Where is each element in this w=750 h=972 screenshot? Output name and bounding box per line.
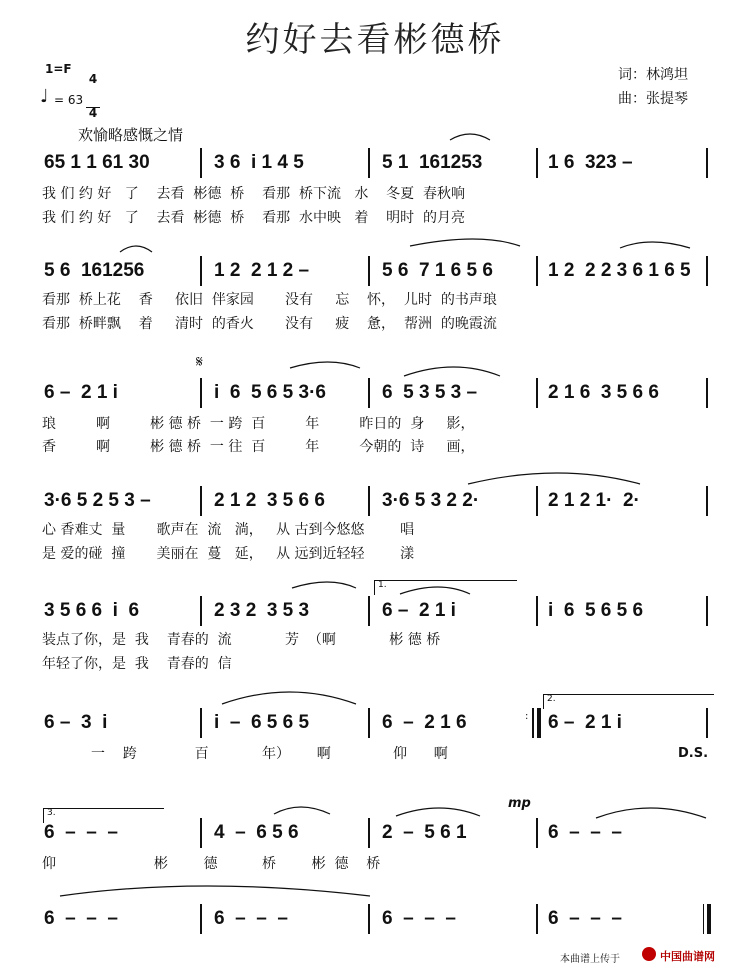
barline [368, 148, 370, 178]
site-name[interactable]: 中国曲谱网 [660, 950, 715, 963]
slur [222, 692, 356, 704]
volta-bracket: 1. [374, 580, 517, 595]
barline [200, 378, 202, 408]
measure-notes: 2 1 2 3 5 6 6 [214, 490, 325, 511]
measure-notes: i 6 5 6 5 6 [548, 600, 644, 621]
barline [536, 256, 538, 286]
time-sig-top: 4 [88, 72, 98, 86]
slur [60, 886, 370, 896]
lyric-line-1: 看那 桥上花 香 依旧 伴家园 没有 忘 怀， 儿时 的书声琅 [42, 292, 497, 308]
measure-notes: 6 5 3 5 3 – [382, 382, 478, 403]
barline [200, 486, 202, 516]
slur [620, 242, 690, 248]
slur [274, 807, 330, 814]
barline [200, 596, 202, 626]
barline [706, 596, 708, 626]
slur [596, 808, 706, 818]
barline [536, 148, 538, 178]
dynamic-marking: mp [508, 796, 531, 811]
barline [200, 708, 202, 738]
measure-notes: 6 – – – [44, 908, 118, 929]
measure-notes: 6 – 2 1 i [382, 600, 456, 621]
lyric-line-1: 仰 彬 德 桥 彬 德 桥 [42, 856, 381, 872]
barline [706, 148, 708, 178]
lyric-line-1: 琅 啊 彬 德 桥 一 跨 百 年 昨日的 身 影， [42, 416, 475, 432]
measure-notes: 6 – 2 1 6 [382, 712, 467, 733]
measure-notes: 65 1 1 61 30 [44, 152, 150, 173]
lyric-line-2: 看那 桥畔飘 着 清时 的香火 没有 疲 惫， 帮洲 的晚霞流 [42, 316, 497, 332]
slur [404, 367, 500, 376]
measure-notes: 2 1 2 1· 2· [548, 490, 640, 511]
slur [468, 473, 640, 484]
composer-credit: 曲：张提琴 [618, 91, 688, 107]
lyric-line-1: 一 跨 百 年） 啊 仰 啊 [42, 746, 448, 762]
lyricist-credit: 词：林鸿坦 [618, 67, 688, 83]
repeat-barline-thick [537, 708, 541, 738]
measure-notes: 4 – 6 5 6 [214, 822, 299, 843]
barline [536, 818, 538, 848]
barline [706, 708, 708, 738]
slur [290, 362, 360, 368]
expression-marking: 欢愉略感慨之情 [78, 126, 184, 144]
volta-bracket: 3. [43, 808, 164, 823]
measure-notes: 6 – 2 1 i [548, 712, 622, 733]
lyric-line-2: 是 爱的碰 撞 美丽在 蔓 延， 从 远到近轻轻 漾 [42, 546, 415, 562]
measure-notes: 5 6 7 1 6 5 6 [382, 260, 493, 281]
volta-bracket: 2. [543, 694, 714, 709]
barline [368, 486, 370, 516]
barline [368, 708, 370, 738]
lyric-line-2: 香 啊 彬 德 桥 一 往 百 年 今朝的 诗 画， [42, 439, 475, 455]
measure-notes: i – 6 5 6 5 [214, 712, 310, 733]
segno-icon: 𝄋 [196, 352, 203, 371]
slur [120, 246, 152, 252]
measure-notes: 6 – – – [548, 908, 622, 929]
measure-notes: 3 5 6 6 i 6 [44, 600, 140, 621]
barline [200, 904, 202, 934]
barline [536, 904, 538, 934]
barline [706, 256, 708, 286]
barline [536, 596, 538, 626]
time-sig-bottom: 4 [86, 107, 100, 119]
measure-notes: 6 – – – [548, 822, 622, 843]
measure-notes: 6 – – – [44, 822, 118, 843]
measure-notes: 2 1 6 3 5 6 6 [548, 382, 659, 403]
key-signature: 1=F [45, 62, 72, 76]
slur [450, 134, 490, 140]
slur [292, 582, 356, 588]
tempo-value: = 63 [54, 93, 84, 107]
barline [368, 596, 370, 626]
barline [200, 148, 202, 178]
measure-notes: i 6 5 6 5 3·6 [214, 382, 326, 403]
barline [706, 486, 708, 516]
slur [396, 808, 480, 816]
upload-note: 本曲谱上传于 [560, 954, 620, 965]
measure-notes: 2 3 2 3 5 3 [214, 600, 310, 621]
barline [368, 904, 370, 934]
lyric-line-1: 心 香难丈 量 歌声在 流 淌， 从 古到今悠悠 唱 [42, 522, 415, 538]
measure-notes: 6 – 2 1 i [44, 382, 118, 403]
measure-notes: 1 2 2 2 3 6 1 6 5 [548, 260, 691, 281]
site-logo-icon [642, 947, 656, 961]
measure-notes: 3·6 5 2 5 3 – [44, 490, 151, 511]
score-title: 约好去看彬德桥 [245, 20, 505, 60]
dal-segno-marking: D.S. [678, 746, 709, 761]
barline [368, 378, 370, 408]
barline [368, 818, 370, 848]
time-signature [86, 52, 100, 130]
lyric-line-2: 我 们 约 好 了 去看 彬德 桥 看那 水中映 着 明时 的月亮 [42, 210, 466, 226]
measure-notes: 1 2 2 1 2 – [214, 260, 310, 281]
lyric-line-1: 装点了你，是 我 青春的 流 芳 （啊 彬 德 桥 [42, 632, 441, 648]
measure-notes: 6 – – – [214, 908, 288, 929]
measure-notes: 3 6 i 1 4 5 [214, 152, 304, 173]
barline [200, 818, 202, 848]
slur [410, 239, 520, 246]
final-barline [703, 904, 711, 934]
measure-notes: 6 – – – [382, 908, 456, 929]
repeat-dots-icon: : [525, 711, 529, 722]
measure-notes: 1 6 323 – [548, 152, 633, 173]
lyric-line-1: 我 们 约 好 了 去看 彬德 桥 看那 桥下流 水 冬夏 春秋响 [42, 186, 466, 202]
measure-notes: 6 – 3 i [44, 712, 108, 733]
barline [368, 256, 370, 286]
measure-notes: 5 6 161256 [44, 260, 145, 281]
measure-notes: 5 1 161253 [382, 152, 483, 173]
quarter-note-icon: ♩ [40, 86, 49, 107]
repeat-barline [532, 708, 534, 738]
barline [536, 486, 538, 516]
barline [706, 378, 708, 408]
measure-notes: 2 – 5 6 1 [382, 822, 467, 843]
barline [200, 256, 202, 286]
barline [536, 378, 538, 408]
measure-notes: 3·6 5 3 2 2· [382, 490, 480, 511]
lyric-line-2: 年轻了你，是 我 青春的 信 [42, 656, 232, 672]
